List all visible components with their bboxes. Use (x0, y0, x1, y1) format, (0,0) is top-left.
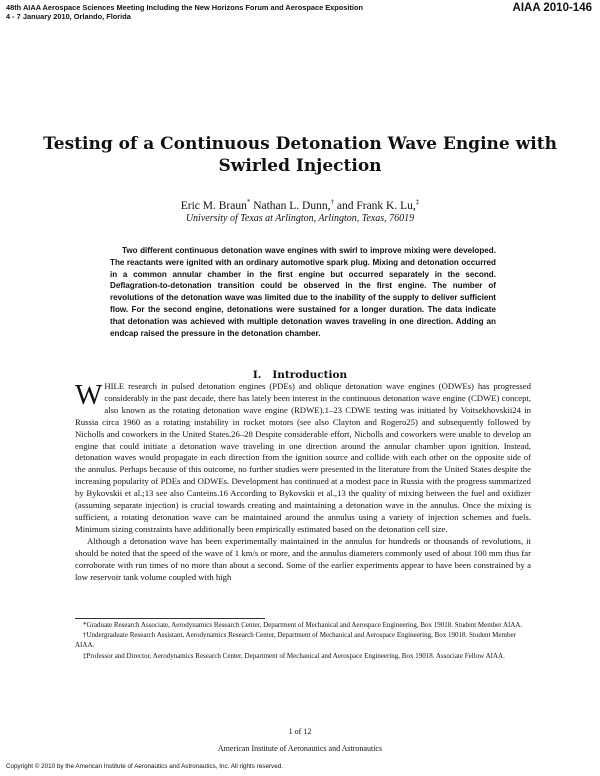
publisher: American Institute of Aeronautics and Astronautics (217, 744, 383, 753)
author-1-mark: * (246, 198, 251, 206)
conference-header (6, 3, 363, 21)
page-number: 1 of 12 (288, 727, 312, 736)
author-3: and Frank K. Lu, (334, 199, 416, 212)
body-text (75, 381, 531, 583)
footnote-rule (75, 618, 265, 619)
affiliation: University of Texas at Arlington, Arlington, Texas, 76019 (185, 213, 415, 224)
abstract (110, 245, 496, 339)
paper-id: AIAA 2010-146 (512, 2, 592, 14)
copyright-notice: Copyright © 2010 by the American Institute of Aeronautics and Astronautics, Inc. All rights reserved. (6, 763, 283, 770)
abstract-text: Two different continuous detonation wave engines with swirl to improve mixing were developed. The reactants were ignited with an ordinary automotive spark plug. Mixing and detonation occurred in a common annular chamber in the first engine but occurred separately in the second. Deflagration-to-detonation transition could be observed in the first engine. The number of revolutions of the detonation wave was limited due to the inability of the supply to deliver sufficient flow. For the second engine, detonations were sustained for a longer duration. The data indicate that detonation was achieved with multiple detonation waves traveling in one direction. Adding an endcap raised the pressure in the detonation chamber. (110, 246, 496, 338)
title-line-1: Testing of a Continuous Detonation Wave Engine with (43, 134, 557, 154)
section-title: Introduction (272, 369, 348, 381)
footnote-1: *Graduate Research Associate, Aerodynamics Research Center, Department of Mechanical and Aerospace Engineering, Box 19018. Student Member AIAA. (83, 621, 523, 629)
paragraph-2: Although a detonation wave has been experimentally maintained in the annulus for hundreds or thousands of revolutions, it should be noted that the speed of the wave of 1 km/s or more, and the annulus diameters commonly used of about 100 mm thus far corroborate with run times of no more than about a second. Some of the earlier experiments appear to have been constrained by a low reservoir tank volume coupled with high (75, 535, 531, 582)
author-1: Eric M. Braun (180, 199, 247, 212)
footnote-3: ‡Professor and Director, Aerodynamics Research Center, Department of Mechanical and Aerospace Engineering, Box 19018. Associate Fellow AIAA. (83, 651, 505, 660)
paragraph-1 (75, 381, 531, 536)
author-3-mark: ‡ (415, 198, 420, 206)
author-list (0, 198, 600, 212)
paragraph-1-text: HILE research in pulsed detonation engines (PDEs) and oblique detonation wave engines (ODWEs) has progressed considerably in the past decade, there has lately been interest in the continuous detonation wave engine (CDWE) concept, also known as the rotating detonation wave engine (RDWE).1–23 CDWE testing was initiated by Voitsekhovskii24 in Russia circa 1960 as a rotating instability in rocket motors (see also Clayton and Rogero25) and subsequently followed by Nicholls and coworkers in the United States.26–28 Despite considerable effort, Nicholls and coworkers were unable to develop an engine that could initiate a detonation wave traveling in one direction around the annular chamber upon ignition. Instead, detonation waves would propagate in each direction from the ignition source and collide with each other on the opposite side of the annulus. Perhaps because of this outcome, no further studies were presented in the literature from the United States despite the increasing popularity of PDEs and ODWEs. Development has continued at a modest pace in Russia with the progress summarized by Bykovskii et al.;13 see also Canteins.16 According to Bykovskii et al.,13 the quality of mixing between the fuel and oxidizer (assuming separate injection) is crucial towards creating and maintaining a detonation wave in the annulus. Once the mixing is sufficient, a rotating detonation wave can be maintained around the annulus using a variety of injection schemes and fuels. Minimum sizing constraints have additionally been empirically estimated based on the detonation cell size. (75, 381, 531, 534)
conference-name: 48th AIAA Aerospace Sciences Meeting Including the New Horizons Forum and Aerospace Exposition (6, 3, 364, 12)
title-line-2: Swirled Injection (218, 156, 382, 176)
conference-date: 4 - 7 January 2010, Orlando, Florida (6, 12, 131, 21)
footnote-2: †Undergraduate Research Assistant, Aerodynamics Research Center, Department of Mechanical and Aerospace Engineering, Box 19018. Student Member AIAA. (75, 631, 516, 650)
paper-title (0, 133, 600, 177)
footnotes (75, 620, 531, 661)
section-number: I. (252, 369, 262, 381)
author-2-mark: † (330, 198, 334, 206)
author-2: Nathan L. Dunn, (250, 199, 331, 212)
drop-cap: W (75, 379, 103, 411)
